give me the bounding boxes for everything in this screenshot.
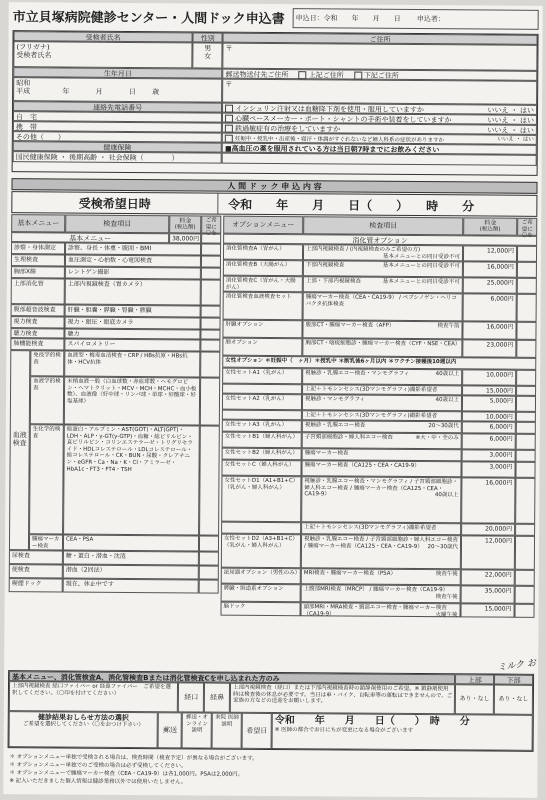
option-row-fee: 25,000円 — [463, 277, 517, 293]
tail-row-item: 現在、休止中です — [63, 579, 199, 594]
option-row-menu: 肝臓オプション — [222, 320, 302, 339]
fiber-text: 上部内視鏡検査 経口ファイバー or 経鼻ファイバー ご希望を選択してください。（〇印を付けてください） — [9, 681, 179, 712]
date-label: 申込日：令和 年 月 日 — [295, 14, 401, 23]
option-row-fee: 20,000円 — [461, 523, 515, 535]
option-row-note: 20〜30歳代 — [428, 423, 459, 430]
result-note: ※ 医師の都合でお日にちが変更になる場合がございます — [274, 727, 414, 734]
option-row-item — [302, 420, 462, 433]
applicant-label: 申込者： — [416, 14, 445, 24]
option-row-fee: 3,000円 — [461, 461, 515, 477]
option-row-check[interactable] — [515, 536, 535, 570]
tail-row-check[interactable] — [199, 551, 219, 565]
option-row-item — [303, 276, 463, 293]
question-3-text: 妊娠中・授乳中・出産後・寝汗・体調がすぐれないなど婦人科系の症状がありますか — [235, 136, 445, 144]
option-row — [222, 338, 536, 358]
option-row-note: 検査午後 — [435, 571, 458, 578]
option-row-menu — [221, 522, 301, 535]
blood-rows — [29, 350, 220, 551]
blood-row-menu: 腫瘍マーカー検査 — [29, 534, 63, 550]
option-row-fee: 35,000円 — [461, 585, 515, 603]
basic-row-check[interactable] — [200, 339, 220, 351]
phone-header: 連絡先電話番号 — [13, 101, 222, 112]
option-row-item-text: 上部・下部内視鏡検査 — [305, 278, 361, 285]
question-checkbox[interactable] — [225, 115, 233, 123]
question-2-answer[interactable]: いいえ ・ はい — [487, 126, 534, 135]
base-menu: 基本メニュー — [11, 232, 169, 243]
showa-label: 昭和 — [16, 79, 31, 88]
sex-header: 性別 — [193, 32, 223, 42]
result-date-label: 希望日 — [242, 713, 272, 749]
option-row-item — [302, 432, 462, 449]
result-date-field[interactable] — [272, 713, 533, 751]
option-row-check[interactable] — [516, 322, 536, 340]
option-row-menu: 女性セットD1（A1+B1+C）（乳がん・婦人科がん） — [221, 476, 301, 523]
tail-row-check[interactable] — [199, 579, 219, 593]
option-row-item-text: 上部内視鏡検査 / (内視鏡検査のみご希望の方) — [306, 246, 421, 254]
option-row-item — [300, 602, 460, 617]
basic-row-menu: 生理検査 — [11, 254, 65, 266]
month-label: 月 — [95, 88, 103, 97]
option-row-item-text: 腫瘍マーカー検査（CEA・CA19-9） / ペプシノゲン・ヘリコバクタ抗体検査 — [305, 294, 457, 308]
option-row-check[interactable] — [516, 434, 536, 450]
option-row-menu: 女性セットB2（婦人科がん） — [222, 448, 302, 461]
blood-row — [29, 534, 219, 551]
option-row-menu: 消化管検査C（胃がん・大腸がん） — [223, 276, 303, 293]
mail-address-field[interactable] — [222, 79, 537, 105]
col-fee-label: 料金 — [179, 217, 192, 225]
tail-row-check[interactable] — [199, 565, 219, 579]
day-label: 日 — [128, 88, 136, 97]
application-form — [3, 2, 543, 798]
option-row-item — [302, 320, 462, 339]
address-field[interactable] — [223, 43, 538, 71]
basic-row-check[interactable] — [201, 243, 221, 255]
question-checkbox[interactable] — [225, 105, 233, 113]
option-row-menu: 脳ドック — [220, 602, 300, 617]
basic-row-menu: 上部消化管 — [11, 278, 65, 304]
tail-row — [9, 578, 219, 593]
basic-row-check[interactable] — [201, 255, 221, 267]
blood-row-check[interactable] — [199, 425, 220, 535]
footnote-2: ＊ オプションメニューで腫瘍マーカー検査（CEA・CA19-9）は各1,000円。PSAは2,000円。 — [9, 770, 244, 778]
option-row-check[interactable] — [516, 396, 536, 412]
option-row-item-text: 視触診・乳腺エコー検査 — [304, 422, 366, 429]
option-row-menu: 消化管検査B（大腸がん） — [223, 260, 303, 277]
base-fee: 38,000円 — [169, 233, 201, 243]
wish-date-row — [11, 191, 537, 217]
option-row-note: 基本メニューとの同日受診不可 — [382, 253, 461, 260]
option-row-item-text: 上腹部MRI検査（MRCP） / 腫瘍マーカー検査（CA19-9） — [303, 586, 449, 594]
col-fee — [169, 215, 201, 233]
tail-rows — [9, 550, 219, 593]
online-option[interactable]: 郵送・オンライン説明 — [182, 712, 212, 748]
option-row-check[interactable] — [517, 278, 537, 294]
option-row-menu: 消化管検査血液検査セット — [223, 292, 303, 321]
col-menu: 基本メニュー — [11, 214, 65, 232]
question-checkbox[interactable] — [225, 125, 233, 133]
option-row-menu: 肺オプション — [222, 338, 302, 357]
option-row-item-text: 上記＋トモシンセシス(3Dマンモグラフィ)撮影希望者 — [304, 524, 437, 532]
bottom-options — [8, 670, 535, 752]
option-row-note: 基本メニューとの同日受診不可 — [382, 278, 460, 286]
basic-row-menu: 聴力検査 — [10, 328, 64, 338]
tail-row — [9, 550, 219, 565]
col-wish: ご希望に〇を — [201, 215, 221, 233]
blood-row — [29, 424, 220, 535]
option-row-fee: 15,000円 — [462, 385, 516, 395]
tail-row-item: 潜血（2回法） — [63, 565, 199, 580]
option-row-check[interactable] — [517, 262, 537, 278]
option-row-fee: 6,000円 — [463, 293, 517, 321]
question-3-answer[interactable]: いいえ ・ はい — [497, 136, 534, 143]
option-row-check[interactable] — [516, 386, 536, 396]
option-row-menu: 女性セットC（婦人科がん） — [221, 460, 301, 477]
option-row-item-text: 腫瘍マーカー検査 — [304, 450, 349, 457]
age-label: 歳 — [152, 88, 160, 97]
name-field[interactable] — [13, 41, 192, 68]
option-row-check[interactable] — [515, 478, 535, 524]
result-label: 健診結果おしらせ方法の選択 — [38, 713, 129, 723]
option-row-item — [301, 522, 461, 535]
basic-row-item: 血圧測定・心拍数・心電図検査 — [65, 255, 201, 268]
tail-row — [9, 564, 219, 579]
option-row-note: ※大・中・全のみ — [415, 434, 459, 442]
question-0-text: インシュリン注射又は血糖降下剤を使用・服用していますか — [235, 104, 424, 115]
option-row-fee: 10,000円 — [462, 411, 516, 421]
option-row-fee: 23,000円 — [462, 339, 516, 357]
result-date-value: 令和 年 月 日（ ） 時 分 — [274, 715, 470, 728]
page-title: 市立貝塚病院健診センター・人間ドック申込書 — [12, 10, 285, 28]
mail-option1: 上記ご住所 — [308, 71, 344, 80]
option-row-check[interactable] — [516, 412, 536, 422]
option-row-check[interactable] — [515, 524, 535, 536]
option-row-item — [303, 260, 463, 277]
question-0-answer[interactable]: いいえ ・ はい — [487, 106, 535, 115]
basic-row-check[interactable] — [201, 267, 221, 279]
option-row-menu: 消化管検査A（胃がん） — [223, 244, 303, 261]
option-row — [221, 476, 535, 524]
mobile-phone-field[interactable]: 携 帯 — [13, 121, 222, 132]
opt-col-menu: オプションメニュー — [223, 216, 303, 235]
blood-row — [30, 350, 220, 377]
option-row-check[interactable] — [517, 294, 537, 322]
blood-row-menu: 生化学的検査 — [29, 424, 64, 534]
basic-row-check[interactable] — [201, 279, 221, 305]
option-row — [220, 602, 534, 618]
result-method — [9, 711, 159, 748]
basic-row-item: 視力・眼圧・眼底カメラ — [64, 317, 200, 330]
footnote-right: ※ 記入いただきました個人情報は健診業務以外では使用いたしません。 — [9, 778, 187, 786]
option-row-item — [301, 534, 461, 569]
basic-row-check[interactable] — [200, 329, 220, 339]
applicant-info — [12, 30, 539, 176]
handwritten-note: ミルク お茶 — [496, 658, 537, 674]
mail-option1-checkbox[interactable] — [299, 71, 307, 79]
insurance-header: 健康保険 — [13, 141, 222, 152]
option-row-fee: 6,000円 — [462, 433, 516, 449]
option-row-item — [303, 244, 463, 261]
basic-row-item: レントゲン撮影 — [65, 267, 201, 280]
option-row-item-text: 視触診・乳腺エコー検査・マンモグラフィ / 子宮頸部細胞診・婦人科エコー検査 / 腫瘍マーカー検査（CA125・CEA・CA19-9） — [304, 478, 458, 498]
option-row-menu — [222, 410, 302, 421]
option-row-menu: 泌尿器オプション（男性のみ） — [221, 568, 301, 585]
other-phone-field[interactable]: その他（ ） — [13, 131, 222, 142]
option-row-fee: 22,000円 — [461, 569, 515, 585]
option-row-item-text: 腫瘍マーカー検査（CA125・CEA・CA19-9） — [304, 462, 420, 470]
male-option[interactable]: 男 — [204, 44, 212, 53]
option-row-menu: 女性セットD2（A3+B1+C）（乳がん・婦人科がん） — [221, 534, 301, 569]
option-row-fee: 10,000円 — [462, 369, 516, 385]
question-1-text: 心臓ペースメーカー・ポート・シャントの手術や装着をしていますか — [235, 114, 452, 125]
option-row-item-text: 視触診・乳腺エコー検査・マンモグラフィ — [305, 370, 410, 377]
basic-row-item: 肝臓・胆嚢・膵臓・腎臓・脾臓 — [65, 305, 201, 318]
year-label: 年 — [62, 87, 70, 96]
blood-group-label: 血液検査 — [9, 350, 30, 550]
option-row-item — [302, 368, 462, 385]
option-row-note: 基本メニューとの同日受診不可 — [382, 262, 460, 270]
blood-row-check[interactable] — [199, 535, 219, 551]
result-sub: ご希望を選択してください（〇をおつけ下さい） — [22, 721, 144, 729]
basic-row — [11, 278, 221, 305]
name-header: 受検者氏名 — [13, 31, 192, 42]
option-row-fee: 16,000円 — [461, 477, 515, 523]
option-row-menu: 女性セットA1（乳がん） — [222, 368, 302, 385]
option-row — [223, 292, 537, 322]
basic-row-menu: 腹部超音波検査 — [11, 304, 65, 316]
basic-row-check[interactable] — [200, 317, 220, 329]
blood-row-menu: 血液学的検査 — [30, 376, 64, 424]
option-row-item — [301, 476, 461, 523]
blood-row-item: 末梢血液一般（白血球数・赤血球数・ヘモグロビン・ヘマトクリット・MCV・MCH・MCHC・血小板数）、血液像（好中球・リンパ球・単球・好酸球・好塩基球） — [64, 377, 200, 426]
opt-col-item: 検査項目 — [303, 216, 463, 235]
option-row-item-text: 上記＋トモシンセシス(3Dマンモグラフィ)撮影希望者 — [304, 412, 438, 420]
post-option[interactable]: 郵送 — [158, 712, 182, 748]
option-row — [222, 320, 536, 340]
question-checkbox[interactable] — [225, 135, 233, 143]
option-rows — [220, 244, 537, 618]
postal-mark: 〒 — [225, 44, 233, 53]
basic-row-item: 上部内視鏡検査（胃カメラ） — [65, 279, 201, 306]
sedation-text: 上部内視鏡検査（経口）または下部内視鏡検査時の鎮静剤使用のご希望。※ 鎮静剤使用時は検査後の休息が必要です。当日は車・バイク、自転車等の運転はできませんので、ご家族の方などの送迎をお願いします。 — [230, 683, 455, 715]
tail-row-menu: 喫煙ドック — [9, 578, 63, 592]
option-row-menu: 女性セットB1（婦人科がん） — [222, 432, 302, 449]
option-row-fee: 16,000円 — [462, 321, 516, 339]
question-4-text: 高血圧の薬を服用されている方は当日朝7時までにお飲みください — [231, 144, 440, 155]
option-row-note: 検査午後 — [435, 593, 458, 600]
option-row-item-text: 胸部CT・喀痰細胞診・腫瘍マーカー検査（CYF・NSE・CEA） — [305, 340, 461, 348]
upper-sedation-choice[interactable]: あり・なし — [455, 684, 494, 714]
basic-row-item: 聴力 — [64, 329, 200, 340]
option-row-item — [302, 338, 462, 357]
option-row-item-text: 上記＋トモシンセシス(3Dマンモグラフィ)撮影希望者 — [305, 386, 438, 394]
option-row-fee: 15,000円 — [460, 603, 514, 617]
nasal-option[interactable]: 経鼻 — [204, 683, 230, 713]
female-option[interactable]: 女 — [204, 52, 212, 61]
option-row-item — [301, 584, 461, 603]
basic-menu-table — [9, 214, 222, 593]
basic-row-menu: 肺機能検査 — [10, 338, 64, 350]
option-row-check[interactable] — [516, 450, 536, 462]
bottom-notice: 基本メニュー、消化管検査A、消化管検査Bまたは消化管検査Cを申し込まれた方のみ — [9, 671, 455, 684]
digest-header: 消化管オプション — [223, 234, 537, 246]
option-row-check[interactable] — [517, 246, 537, 262]
form-title — [13, 6, 293, 28]
opt-col-fee-label: 料金 — [484, 219, 497, 227]
basic-row-item: 診察、身長・体重・腹囲・BMI — [65, 243, 201, 256]
option-row-note: 検査午前 — [437, 323, 460, 330]
option-row-fee: 3,000円 — [462, 449, 516, 461]
option-row-fee: 5,000円 — [462, 395, 516, 411]
option-row-menu: 膵臓・胆道系オプション — [221, 584, 301, 603]
blood-row-item: 総蛋白・アルブミン・AST(GOT)・ALT(GPT)・LDH・ALP・γ-GT(γ-GTP)・血糖・総ビリルビン・直ビリルビン・コリンエステラーゼ・トリグリセライド・HDLコレステロール・LDLコレステロール・総コレステロール・CK・BUN・尿酸・クレアチニン・eGFR・Ca・Na・K・Cl・アミラーゼ・HbA1c・FT3・FT4・TSH — [63, 425, 200, 536]
option-row-note: 40歳以上 — [434, 492, 459, 499]
option-row-fee: 6,000円 — [462, 421, 516, 433]
opt-col-fee-sub: (税込額) — [479, 226, 501, 233]
option-menu-table — [220, 216, 537, 618]
blood-row-check[interactable] — [200, 351, 220, 377]
option-row-check[interactable] — [516, 340, 536, 358]
footnote-0: ＊ オプションメニュー単独で受検される場合は、検査時間（検査予定）が異なる場合がございます。 — [9, 754, 258, 762]
question-4: ■高血圧の薬を服用されている方は当日朝7時までにお飲みください — [222, 143, 537, 155]
base-wish-check[interactable] — [201, 233, 221, 243]
oral-option[interactable]: 経口 — [178, 682, 204, 712]
insurance-field[interactable]: 国民健康保険 ・ 後期高齢 ・ 社会保険（ ） — [13, 151, 222, 163]
option-row-item-text: MRI検査・腫瘍マーカー検査（PSA） — [303, 570, 397, 577]
mail-option2-checkbox[interactable] — [354, 72, 362, 80]
option-row — [221, 584, 535, 604]
option-row-fee: 12,000円 — [461, 535, 515, 569]
basic-row-menu: 視力検査 — [10, 316, 64, 328]
basic-row-check[interactable] — [201, 305, 221, 317]
wish-label: 受検希望日時 — [12, 192, 218, 213]
sex-field[interactable] — [193, 42, 223, 68]
option-row-check[interactable] — [516, 422, 536, 434]
option-row-fee: 16,000円 — [463, 261, 517, 277]
women-header: 女性オプション ＊妊娠中（ ヶ月）＊授乳中 ＊断乳後6ヶ月以内 ＊ワクチン接種後10週以内 — [222, 356, 536, 370]
birth-field[interactable] — [13, 77, 222, 102]
question-spacer — [222, 153, 537, 166]
option-row-note: 火曜午後 — [435, 611, 458, 618]
heisei-label: 平成 — [16, 87, 31, 96]
option-row-item — [303, 292, 463, 321]
option-row-note: 20〜30歳代 — [427, 543, 458, 550]
option-row-check[interactable] — [514, 604, 534, 618]
option-row-item-text: 頭部MRI・MRA検査・頸部エコー検査・腫瘍マーカー検査（CA19-9） — [303, 604, 447, 618]
option-row-item-text: 腹部CT・腫瘍マーカー検査（AFP） — [305, 322, 395, 329]
name-row-label: 受検者氏名 — [16, 51, 52, 60]
option-row-fee: 12,000円 — [463, 245, 517, 261]
mail-option2: 下記ご住所 — [363, 71, 399, 80]
option-row-menu: 女性セットA2（乳がん） — [222, 394, 302, 411]
blood-row-item: CEA・PSA — [63, 535, 199, 552]
footnotes — [9, 752, 529, 788]
section-title: 人 間 ド ッ ク 申 込 内 容 — [11, 178, 537, 194]
mail-postal-mark: 〒 — [225, 80, 233, 89]
home-phone-field[interactable]: 自 宅 — [13, 111, 222, 122]
opt-col-wish: ご希望に〇を — [517, 218, 537, 236]
mail-label: 郵送物送付先ご住所 — [225, 70, 289, 80]
tail-row-item: 糖・蛋白・潜血・沈渣 — [63, 551, 199, 566]
question-2-text: 鉄過敏症有の治療をしていますか — [235, 124, 341, 134]
basic-rows — [10, 242, 221, 351]
option-row-menu: 女性セットA3（乳がん） — [222, 420, 302, 433]
blood-row-check[interactable] — [200, 377, 220, 425]
option-row-item-text: 下部内視鏡検査 — [305, 262, 345, 269]
col-fee-sub: (税込額) — [174, 224, 196, 231]
birth-header: 生年月日 — [13, 67, 222, 78]
option-row-note: 40歳以上 — [435, 371, 460, 378]
basic-row-menu: 診察・身体測定 — [11, 242, 65, 254]
col-item: 検査項目 — [65, 215, 169, 234]
basic-row-item: スパイロメトリー — [64, 339, 200, 352]
option-row-check[interactable] — [515, 570, 535, 586]
basic-row-menu: 胸部X線 — [11, 266, 65, 278]
option-row-check[interactable] — [516, 370, 536, 386]
blood-row-menu: 免疫学的検査 — [30, 350, 64, 376]
upper-col: 上部 — [455, 674, 494, 684]
blood-row — [30, 376, 220, 425]
tail-row-menu: 尿検査 — [9, 550, 63, 564]
option-row — [221, 534, 535, 570]
option-row-item — [302, 448, 462, 461]
question-1-answer[interactable]: いいえ ・ はい — [487, 116, 534, 125]
option-row-item-text: 視触診・マンモグラフィ — [304, 396, 366, 403]
option-row-item — [301, 568, 461, 585]
option-row-item — [302, 394, 462, 411]
lower-sedation-choice[interactable]: あり・なし — [494, 685, 533, 715]
face-option[interactable]: 来院 医師説明 — [212, 713, 242, 749]
option-row-item — [301, 460, 461, 477]
wish-date-field[interactable]: 令和 年 月 日（ ） 時 分 — [228, 197, 475, 214]
lower-col: 下部 — [494, 675, 533, 685]
footnote-1: ＊ オプションメニュー単独でのご受検の場合は必ず受検してください。 — [9, 762, 187, 770]
blood-row-item: 血液型・梅毒血清検査・CRP / HBs抗原・HBs抗体・HCV抗体 — [64, 351, 200, 378]
opt-col-fee — [463, 217, 517, 235]
option-row-check[interactable] — [515, 462, 535, 478]
option-row-note: 40歳以上 — [435, 397, 460, 404]
option-row-menu — [222, 384, 302, 395]
address-header: ご住所 — [223, 33, 538, 45]
tail-row-menu: 便検査 — [9, 564, 63, 578]
option-row-item-text: 子宮頸部細胞診・婦人科エコー検査 — [304, 434, 393, 441]
application-date-box[interactable] — [293, 8, 539, 30]
option-row-item-text: 視触診・乳腺エコー検査 / 子宮頸部細胞診・婦人科エコー検査 / 腫瘍マーカー検査（CA125・CEA・CA19-9） — [303, 536, 458, 550]
furigana-label: (フリガナ) — [16, 43, 50, 52]
option-row-check[interactable] — [515, 586, 535, 604]
